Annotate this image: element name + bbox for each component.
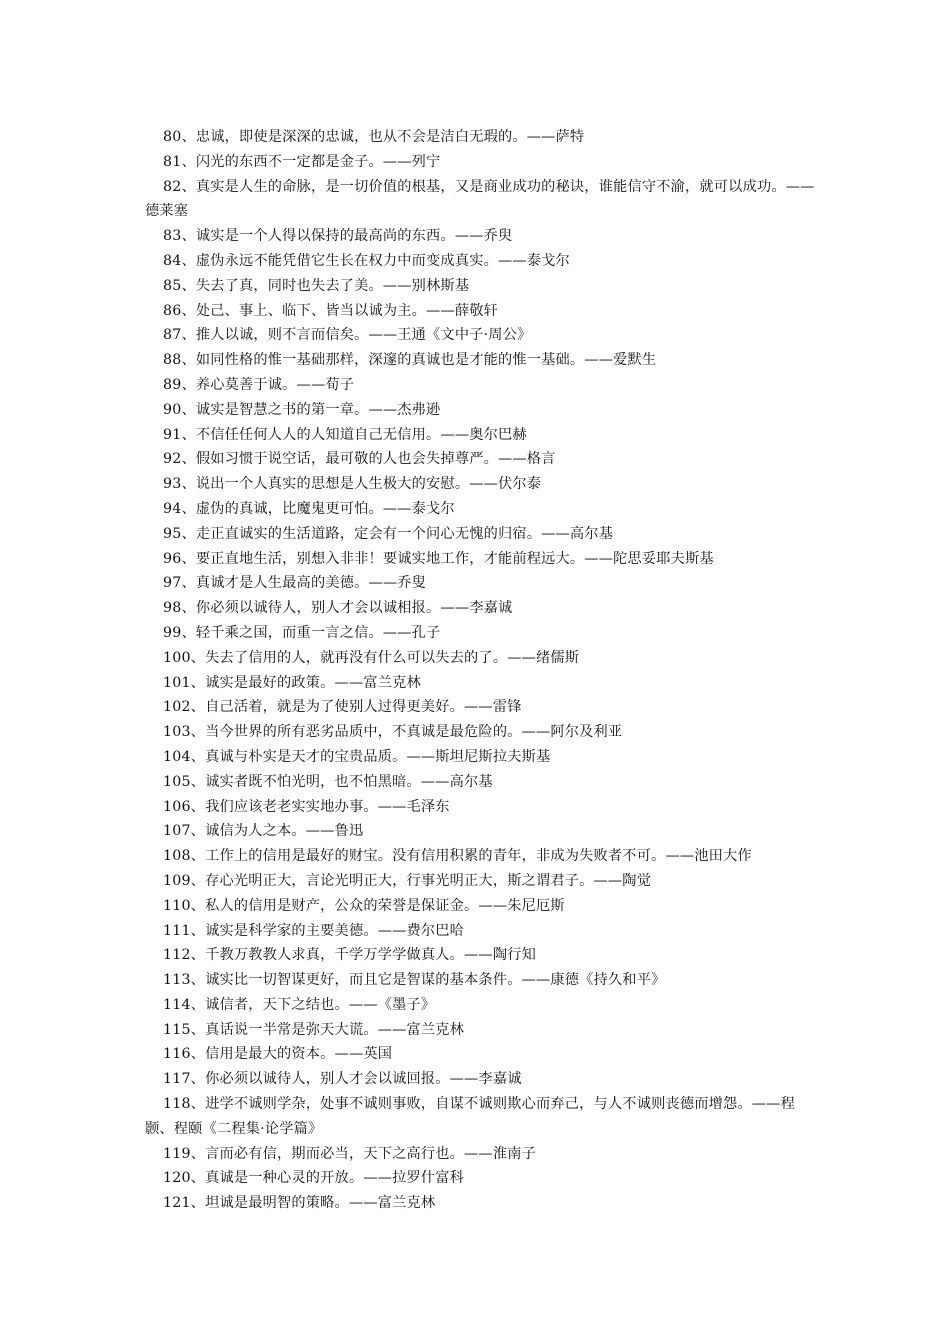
quote-item: 102、自己活着，就是为了使别人过得更美好。——雷锋 bbox=[163, 699, 522, 716]
quote-item: 111、诚实是科学家的主要美德。——费尔巴哈 bbox=[163, 922, 465, 939]
quote-item: 120、真诚是一种心灵的开放。——拉罗什富科 bbox=[163, 1170, 465, 1187]
quote-list bbox=[145, 125, 815, 1216]
quote-item: 88、如同性格的惟一基础那样，深邃的真诚也是才能的惟一基础。——爱默生 bbox=[163, 352, 657, 369]
quote-item: 105、诚实者既不怕光明，也不怕黑暗。——高尔基 bbox=[163, 773, 493, 790]
quote-item: 115、真话说一半常是弥天大谎。——富兰克林 bbox=[163, 1021, 465, 1038]
quote-item: 83、诚实是一个人得以保持的最高尚的东西。——乔臾 bbox=[163, 228, 513, 245]
quote-item: 112、千教万教教人求真，千学万学学做真人。——陶行知 bbox=[163, 947, 536, 964]
quote-item: 106、我们应该老老实实地办事。——毛泽东 bbox=[163, 798, 450, 815]
quote-item: 117、你必须以诚待人，别人才会以诚回报。——李嘉诚 bbox=[163, 1071, 522, 1088]
quote-item: 82、真实是人生的命脉，是一切价值的根基，又是商业成功的秘诀，谁能信守不渝，就可以成功。——德莱塞 bbox=[145, 178, 815, 220]
quote-item: 113、诚实比一切智谋更好，而且它是智谋的基本条件。——康德《持久和平》 bbox=[163, 972, 666, 989]
quote-item: 118、进学不诚则学杂，处事不诚则事败，自谋不诚则欺心而弃己，与人不诚则丧德而增怨。——程颢、程颐《二程集·论学篇》 bbox=[145, 1096, 795, 1137]
quote-item: 94、虚伪的真诚，比魔鬼更可怕。——泰戈尔 bbox=[163, 500, 455, 517]
quote-item: 85、失去了真，同时也失去了美。——别林斯基 bbox=[163, 277, 470, 294]
quote-item: 108、工作上的信用是最好的财宝。没有信用积累的青年，非成为失败者不可。——池田大作 bbox=[163, 848, 752, 865]
quote-item: 121、坦诚是最明智的策略。——富兰克林 bbox=[163, 1195, 436, 1212]
quote-item: 96、要正直地生活，别想入非非！要诚实地工作，才能前程远大。——陀思妥耶夫斯基 bbox=[163, 550, 714, 567]
quote-item: 89、养心莫善于诚。——荀子 bbox=[163, 376, 355, 393]
quote-item: 100、失去了信用的人，就再没有什么可以失去的了。——绪儒斯 bbox=[163, 649, 580, 666]
quote-item: 101、诚实是最好的政策。——富兰克林 bbox=[163, 674, 421, 691]
quote-item: 87、推人以诚，则不言而信矣。——王通《文中子·周公》 bbox=[163, 327, 532, 344]
quote-item: 91、不信任任何人人的人知道自己无信用。——奥尔巴赫 bbox=[163, 426, 527, 443]
quote-item: 110、私人的信用是财产，公众的荣誉是保证金。——朱尼厄斯 bbox=[163, 897, 565, 914]
quote-item: 104、真诚与朴实是天才的宝贵品质。——斯坦尼斯拉夫斯基 bbox=[163, 748, 551, 765]
quote-item: 98、你必须以诚待人，别人才会以诚相报。——李嘉诚 bbox=[163, 600, 513, 617]
quote-item: 81、闪光的东西不一定都是金子。——列宁 bbox=[163, 153, 441, 170]
quote-item: 116、信用是最大的资本。——英国 bbox=[163, 1046, 393, 1063]
quote-item: 92、假如习惯于说空话，最可敬的人也会失掉尊严。——格言 bbox=[163, 451, 556, 468]
quote-item: 97、真诚才是人生最高的美德。——乔叟 bbox=[163, 575, 427, 592]
quote-item: 103、当今世界的所有恶劣品质中，不真诚是最危险的。——阿尔及利亚 bbox=[163, 724, 623, 741]
quote-item: 95、走正直诚实的生活道路，定会有一个问心无愧的归宿。——高尔基 bbox=[163, 525, 614, 542]
quote-item: 90、诚实是智慧之书的第一章。——杰弗逊 bbox=[163, 401, 441, 418]
quote-item: 99、轻千乘之国，而重一言之信。——孔子 bbox=[163, 624, 441, 641]
quote-item: 109、存心光明正大，言论光明正大，行事光明正大，斯之谓君子。——陶觉 bbox=[163, 872, 652, 889]
quote-item: 93、说出一个人真实的思想是人生极大的安慰。——伏尔泰 bbox=[163, 476, 542, 493]
quote-item: 107、诚信为人之本。——鲁迅 bbox=[163, 823, 364, 840]
quote-item: 80、忠诚，即使是深深的忠诚，也从不会是洁白无瑕的。——萨特 bbox=[163, 129, 585, 145]
quote-item: 84、虚伪永远不能凭借它生长在权力中而变成真实。——泰戈尔 bbox=[163, 252, 570, 269]
quote-item: 86、处己、事上、临下、皆当以诚为主。——薛敬轩 bbox=[163, 302, 498, 319]
quote-item: 114、诚信者，天下之结也。——《墨子》 bbox=[163, 996, 436, 1013]
quote-item: 119、言而必有信，期而必当，天下之高行也。——淮南子 bbox=[163, 1145, 536, 1162]
